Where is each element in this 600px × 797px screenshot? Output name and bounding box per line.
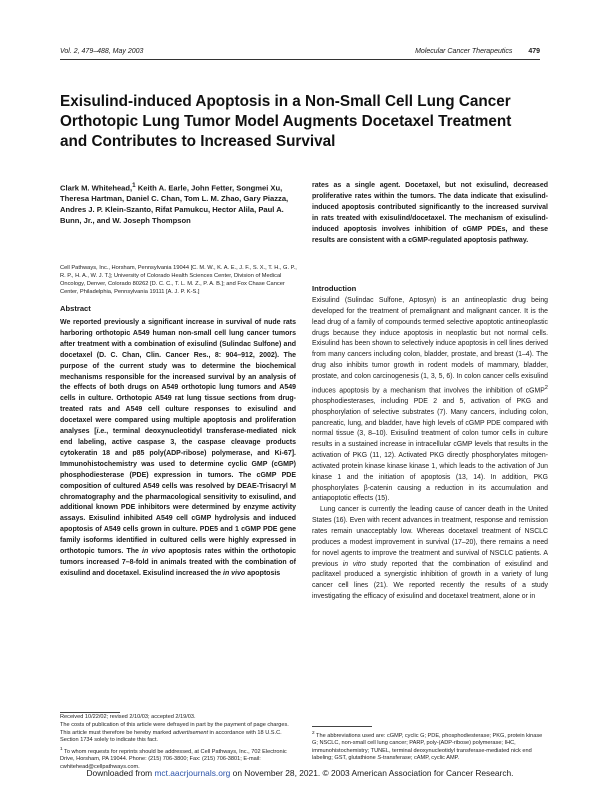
intro-paragraph: Lung cancer is currently the leading cause of cancer death in the United States (16). Even with recent advances in treatment, response and remission rates remain unacceptably low. Whereas docetaxel treatment of NSCLC produces a modest improvement in survival (17–20), there remains a need for novel agents to improve the treatment and survival of NSCLC patients. A previous in vitro study reported that the combination of exisulind and paclitaxel produced a synergistic inhibition of growth in a variety of lung cancer cell lines (21). We reported recently the results of a study investigating the efficacy of exisulind and docetaxel treatment, alone or in (312, 506, 549, 601)
page-number: 479 (528, 48, 540, 55)
author-list (60, 181, 300, 227)
author-footnote-marker: 1 (132, 182, 136, 189)
footnote-abbreviations: $^2$ The abbreviations used are: cGMP, cyclic G; PDE, phosphodiesterase; PKG, protein kinase G; NSCLC, non-small cell lung cancer; PARP, poly-(ADP-ribose) polymerase; IHC, immunohistochemistry; TUNEL, terminal deoxynucleotidyl transferase-mediated nick end labeling; GST, glutathione S-transferase; cAMP, cyclic AMP. (312, 730, 543, 762)
introduction-heading: Introduction (312, 284, 357, 293)
correspondence: $^1$ To whom requests for reprints should be addressed, at Cell Pathways, Inc., 702 Electronic Drive, Horsham, PA 19044. Phone: (215) 706-3800; Fax: (215) 706-3801; E-mail: cwhitehead@cellpathways.com. (60, 746, 287, 770)
footnote-rule-left (60, 712, 120, 713)
abstract-continuation: rates as a single agent. Docetaxel, but not exisulind, decreased proliferative rates within the tumors. The data indicate that exisulind-induced apoptosis contributed significantly to the increased survival in rats treated with exisulind/docetaxel. The mechanism of exisulind-induced apoptosis involves inhibition of cGMP PDEs, and these results are consistent with a cGMP-regulated apoptosis pathway. (312, 182, 548, 244)
abstract-body: We reported previously a significant increase in survival of nude rats harboring orthotopic A549 human non-small cell lung cancer tumors after treatment with a combination of exisulind (Sulindac Sulfone) and docetaxel (D. C. Chan, Clin. Cancer Res., 8: 904–912, 2002). The purpose of the current study was to determine the biochemical mechanisms responsible for the increased survival by an analysis of the effects of both drugs on A549 orthotopic lung tumors and A549 cells in culture. Orthotopic A549 rat lung tissue sections from drug-treated rats and A549 cell culture responses to exisulind and docetaxel were compared using multiple apoptosis and proliferation analyses [i.e., terminal deoxynucleotidyl transferase-mediated nick end labeling, active caspase 3, the caspase cleavage products cytokeratin 18 and p85 poly(ADP-ribose) polymerase, and Ki-67]. Immunohistochemistry was used to determine cyclic GMP (cGMP) phosphodiesterase (PDE) expression in tumors. The cGMP PDE composition of cultured A549 cells was resolved by DEAE-Trisacryl M chromatography and the pharmacological sensitivity to exisulind, and additional known PDE inhibitors were determined by enzyme activity assays. Exisulind inhibited A549 cell cGMP hydrolysis and induced apoptosis of A549 cells grown in culture. PDE5 and 1 cGMP PDE gene family isoforms identified in cultured cells were highly expressed in orthotopic tumors. The in vivo apoptosis rates within the orthotopic tumors increased 7–8-fold in animals treated with the combination of exisulind and docetaxel. Exisulind increased the in vivo apoptosis (60, 319, 296, 577)
journal-name: Molecular Cancer Therapeutics (415, 48, 513, 55)
received-dates: Received 10/22/02; revised 2/10/03; accepted 2/19/03. (60, 714, 196, 720)
abstract-heading: Abstract (60, 304, 91, 313)
publication-costs: The costs of publication of this article were defrayed in part by the payment of page charges. This article must therefore be hereby marked advertisement in accordance with 18 U.S.C. Section 1734 solely to indicate this fact. (60, 722, 289, 743)
volume-issue: Vol. 2, 479–488, May 2003 (60, 48, 144, 55)
first-author: Clark M. Whitehead, (60, 183, 133, 193)
journal-name-page (415, 48, 540, 55)
intro-paragraph: Exisulind (Sulindac Sulfone, Aptosyn) is an antineoplastic drug being developed for the treatment of premalignant and malignant cancer. It is the lead drug of a family of compounds termed selective apoptotic antineoplastic drugs because they induce apoptosis in neoplastic but not normal cells. Exisulind has been shown to selectively induce apoptosis in cell lines derived from many cancers including colon, bladder, prostate, and breast (1–4). The drug also inhibits tumor growth in rodent models of mammary, bladder, prostate, and colon carcinogenesis (1, 3, 5, 6). In colon cancer cells exisulind induces apoptosis by a mechanism that involves the inhibition of cGMP$^2$ phosphodiesterases, including PDE 2 and 5, activation of PKG and phosphorylation of selective substrates (7). Many cancers, including colon, pancreatic, lung, and bladder, have high levels of cGMP PDE compared with normal tissue (3, 8–10). Exisulind treatment of colon tumor cells in culture results in a sustained increase in intracellular cGMP levels that results in the activation of PKG (11, 12). Activated PKG directly phosphorylates mitogen-activated protein kinase kinase kinase 1, which leads to the activation of Jun kinase 1 and the initiation of apoptosis (13, 14). In addition, PKG phosphorylates β-catenin causing a reduction in its accumulation and antiapoptotic effects (15). (312, 297, 548, 503)
affiliations: Cell Pathways, Inc., Horsham, Pennsylvania 19044 [C. M. W., K. A. E., J. F., S. X., T. H., G. P., R. P., H. A., W. J. T.]; University of Colorado Health Sciences Center, Division of Medical Oncology, Denver, Colorado 80262 [D. C. C., T. L. M. Z., P. A. B.]; and Fox Chase Cancer Center, Philadelphia, Pennsylvania 19111 [A. J. P. K-S.] (60, 265, 297, 295)
article-title: Exisulind-induced Apoptosis in a Non-Small Cell Lung Cancer Orthotopic Lung Tumor Model Augments Docetaxel Treatment and Contributes to Increased Survival (60, 93, 512, 150)
running-head (60, 46, 540, 60)
footnotes-left (60, 714, 296, 772)
journal-link[interactable]: mct.aacrjournals.org (154, 768, 231, 778)
footnote-rule-right (312, 726, 372, 727)
other-authors: Keith A. Earle, John Fetter, Songmei Xu, Theresa Hartman, Daniel C. Chan, Tom L. M. Zhao, Gary Piazza, Andres J. P. Klein-Szanto, Rifat Pamukcu, Hector Alila, Paul A. Bunn, Jr., and W. Joseph Thompson (60, 183, 289, 225)
download-footer: Downloaded from mct.aacrjournals.org on November 28, 2021. © 2003 American Association for Cancer Research. (86, 768, 514, 778)
introduction-body (312, 296, 548, 603)
